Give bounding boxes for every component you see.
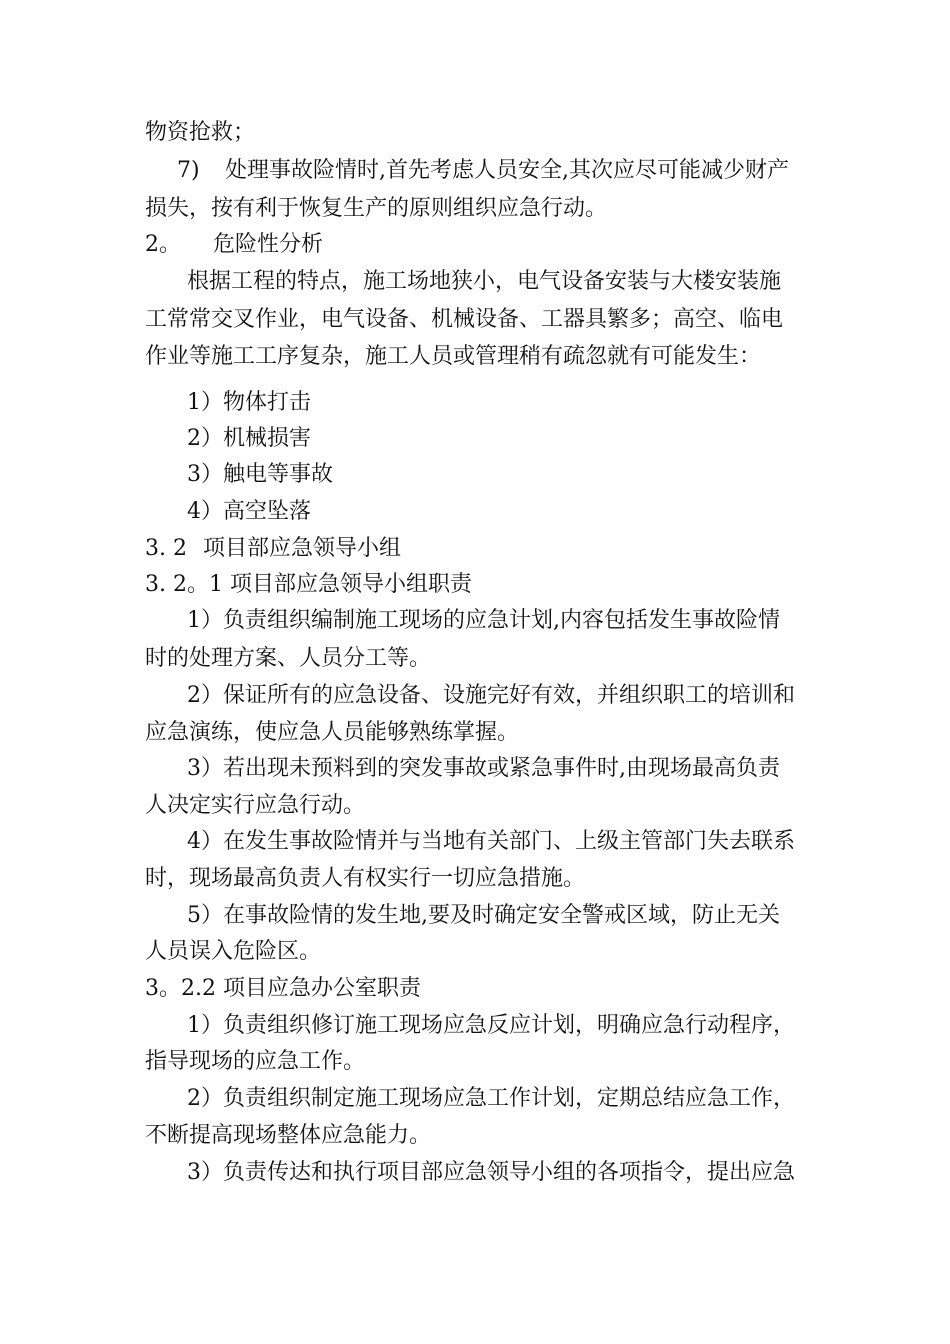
section-heading: 项目部应急领导小组 xyxy=(203,536,402,561)
paragraph-line: 时，现场最高负责人有权实行一切应急措施。 xyxy=(145,866,586,891)
list-item: 4）高空坠落 xyxy=(187,499,311,524)
paragraph-line: 不断提高现场整体应急能力。 xyxy=(145,1123,432,1148)
paragraph-line: 时的处理方案、人员分工等。 xyxy=(145,646,432,671)
paragraph-line: 根据工程的特点，施工场地狭小，电气设备安装与大楼安装施 xyxy=(187,269,782,294)
paragraph-line: 5）在事故险情的发生地,要及时确定安全警戒区域，防止无关 xyxy=(187,903,780,928)
paragraph-line: 1）负责组织编制施工现场的应急计划,内容包括发生事故险情 xyxy=(187,608,780,633)
list-number: 7) xyxy=(177,158,200,183)
paragraph-line: 作业等施工工序复杂，施工人员或管理稍有疏忽就有可能发生： xyxy=(145,344,762,369)
paragraph-line: 处理事故险情时,首先考虑人员安全,其次应尽可能减少财产 xyxy=(225,158,789,183)
paragraph-line: 3）若出现未预料到的突发事故或紧急事件时,由现场最高负责 xyxy=(187,756,780,781)
paragraph-line: 人决定实行应急行动。 xyxy=(145,793,366,818)
section-number: 2。 xyxy=(145,232,181,257)
list-item: 1）物体打击 xyxy=(187,390,311,415)
paragraph-line: 2）保证所有的应急设备、设施完好有效，并组织职工的培训和 xyxy=(187,683,795,708)
list-item: 3）触电等事故 xyxy=(187,462,333,487)
paragraph-line: 4）在发生事故险情并与当地有关部门、上级主管部门失去联系 xyxy=(187,829,795,854)
paragraph-line: 人员误入危险区。 xyxy=(145,939,322,964)
section-heading: 危险性分析 xyxy=(213,232,324,257)
list-item: 2）机械损害 xyxy=(187,426,311,451)
paragraph-line: 工常常交叉作业，电气设备、机械设备、工器具繁多；高空、临电 xyxy=(145,307,784,332)
paragraph-line: 应急演练，使应急人员能够熟练掌握。 xyxy=(145,720,520,745)
paragraph-line: 指导现场的应急工作。 xyxy=(145,1049,366,1074)
paragraph-line: 3）负责传达和执行项目部应急领导小组的各项指令，提出应急 xyxy=(187,1160,795,1185)
subsection-heading: 3. 2。1 项目部应急领导小组职责 xyxy=(145,572,472,597)
paragraph-line: 物资抢救； xyxy=(145,120,256,145)
paragraph-line: 1）负责组织修订施工现场应急反应计划，明确应急行动程序， xyxy=(187,1013,795,1038)
subsection-heading: 3。2.2 项目应急办公室职责 xyxy=(145,976,421,1001)
section-number: 3. 2 xyxy=(145,536,187,561)
paragraph-line: 损失，按有利于恢复生产的原则组织应急行动。 xyxy=(145,196,608,221)
paragraph-line: 2）负责组织制定施工现场应急工作计划，定期总结应急工作， xyxy=(187,1086,795,1111)
